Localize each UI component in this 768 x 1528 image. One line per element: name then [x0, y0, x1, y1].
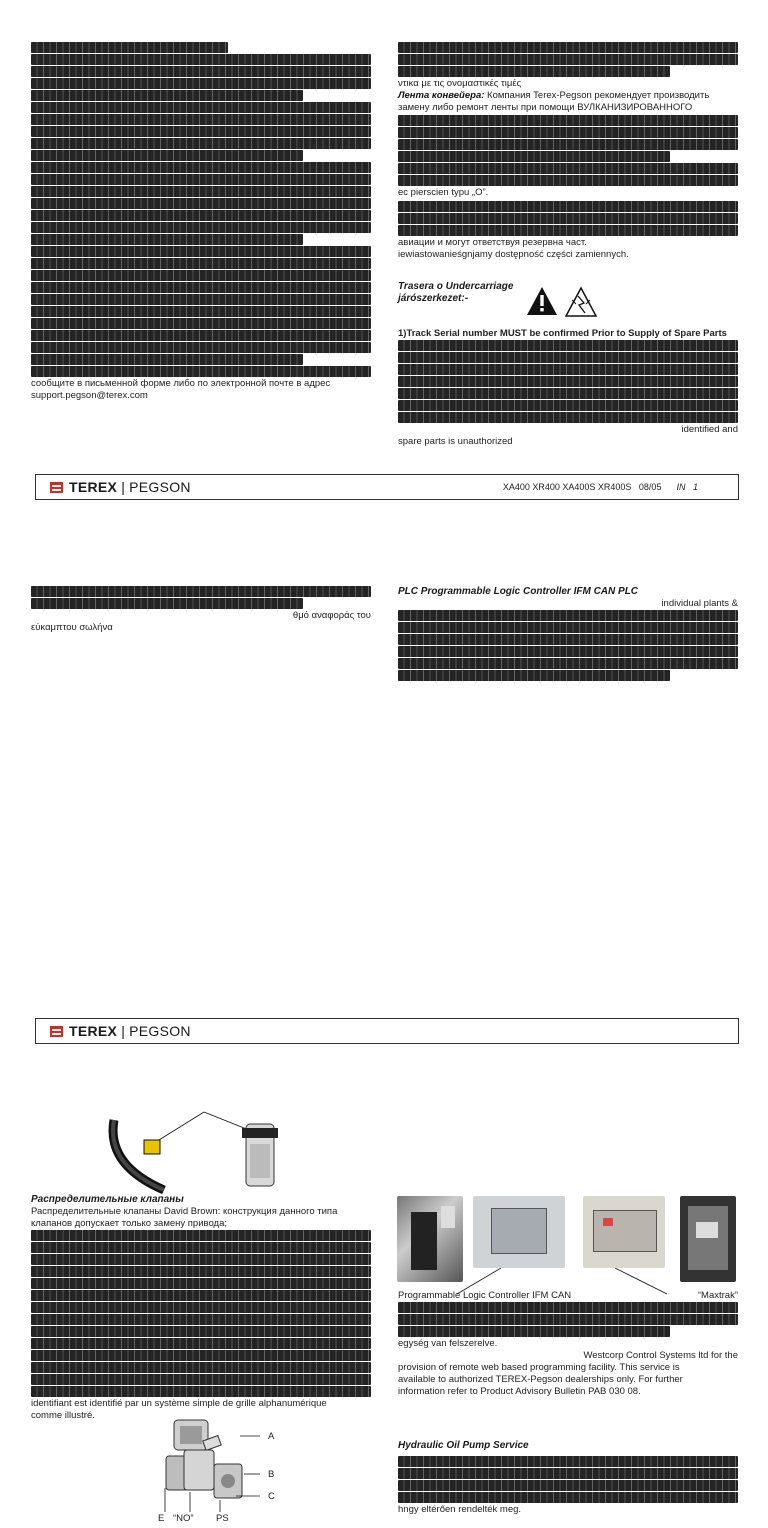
warning-triangle-icon [526, 286, 558, 316]
plc-sub: individual plants & [661, 598, 738, 609]
valves-end-1: identifiant est identifié par un système simple de grille alphanumérique [31, 1398, 327, 1409]
left-col-end-text: сообщите в письменной форме либо по электронной почте в адрес [31, 378, 331, 389]
photo-captions [398, 1290, 738, 1302]
valve-label-ps: PS [216, 1513, 229, 1524]
valve-label-no: “NO” [173, 1513, 194, 1524]
plc-westcorp: Westcorp Control Systems ltd for the [583, 1350, 738, 1361]
plc-heading: PLC Programmable Logic Controller IFM CAN PLC [398, 586, 639, 597]
footer-brand: TEREX [69, 479, 118, 495]
greek-text: ντικα με τις ονομαστικές τιμές [398, 78, 522, 89]
plc-text-block [398, 1290, 738, 1398]
plc-text-2: provision of remote web based programming facility. This service is [398, 1362, 680, 1373]
valves-section [31, 1194, 371, 1422]
valves-text-1: Распределительные клапаны David Brown: конструкция данного типа [31, 1206, 338, 1217]
terex-pegson-logo: TEREX | PEGSON [50, 479, 191, 495]
valves-end-2: comme illustré. [31, 1410, 95, 1421]
valves-heading: Распределительные клапаны [31, 1194, 184, 1205]
footer-section: IN [676, 482, 686, 492]
garbled-text-block [398, 1456, 738, 1503]
garbled-text-block [398, 1302, 738, 1337]
page2-right-column [398, 586, 738, 682]
track-serial-text: 1)Track Serial number MUST be confirmed Prior to Supply of Spare Parts [398, 328, 727, 339]
hazard-lightning-icon [564, 286, 598, 318]
footer-sub: PEGSON [129, 1023, 191, 1039]
terex-logo-icon [50, 482, 63, 493]
reserved-text: авиации и могут ответствуя резервна част. [398, 237, 587, 248]
undercarriage-title: Trasera o Undercarriage [398, 281, 514, 292]
garbled-text-block [31, 586, 371, 609]
terex-logo-icon [50, 1026, 63, 1037]
hose-greek-1: θμό αναφοράς του [292, 610, 371, 621]
plc-text-1: egység van felszerelve. [398, 1338, 498, 1349]
garbled-text-block [398, 42, 738, 77]
photo-caption-left: Programmable Logic Controller IFM CAN [398, 1290, 572, 1301]
footer-reference [503, 482, 698, 492]
page1-footer [35, 474, 739, 500]
oring-text: ec pierscien typu „O”. [398, 187, 489, 198]
hose-illustration [104, 1110, 304, 1196]
footer-page-number: 1 [692, 482, 698, 492]
plc-text-4: information refer to Product Advisory Bulletin PAB 030 08. [398, 1386, 641, 1397]
footer-sub: PEGSON [129, 479, 191, 495]
polish-text: iewiastowanieśgnjamy dostępność części zamiennych. [398, 249, 629, 260]
valve-label-e: E [158, 1513, 165, 1524]
garbled-text-block [31, 1230, 371, 1397]
garbled-text-block [398, 610, 738, 681]
identified-label: identified and [681, 424, 738, 435]
garbled-text-block [398, 115, 738, 186]
footer-date: 08/05 [638, 482, 662, 492]
hungarian-text: hngy eltérően rendelték meg. [398, 1504, 522, 1515]
garbled-text-block [398, 340, 738, 423]
jaroszerkezet-title: járószerkezet:- [398, 293, 469, 304]
photo-caption-right: “Maxtrak” [697, 1290, 738, 1301]
plc-photo-2 [473, 1196, 565, 1268]
valve-label-a: A [268, 1431, 275, 1442]
identified-text [398, 424, 738, 436]
page2-left-column [31, 586, 371, 634]
page-2 [0, 512, 768, 1524]
page1-right-column [398, 42, 738, 305]
unauthorized-text: spare parts is unauthorized [398, 436, 513, 447]
belt-text: Компания Terex-Pegson рекомендует производить [487, 90, 710, 101]
garbled-text-block [31, 42, 371, 377]
track-serial-block [398, 328, 738, 448]
belt-paragraph [398, 90, 738, 102]
bottom-section-heading: Hydraulic Oil Pump Service [398, 1440, 529, 1451]
valve-label-c: C [268, 1491, 275, 1502]
support-email: support.pegson@terex.com [31, 390, 148, 401]
page2-bottom-right [398, 1440, 738, 1516]
footer-models: XA400 XR400 XA400S XR400S [502, 482, 632, 492]
terex-pegson-logo: TEREX | PEGSON [50, 1023, 191, 1039]
page1-left-column [31, 42, 371, 402]
plc-photo-3 [583, 1196, 665, 1268]
valves-text-2: клапанов допускает только замену привода; [31, 1218, 228, 1229]
belt-label: Лента конвейера: [398, 90, 485, 101]
garbled-text-block [398, 201, 738, 236]
valve-label-b: B [268, 1469, 275, 1480]
belt-text-2: замену либо ремонт ленты при помощи ВУЛКАНИЗИРОВАННОГО [398, 102, 693, 113]
footer-brand: TEREX [69, 1023, 118, 1039]
hose-greek-2: εύκαμπτου σωλήνα [31, 622, 113, 633]
page-1 [0, 0, 768, 512]
page2-footer [35, 1018, 739, 1044]
plc-text-3: available to authorized TEREX-Pegson dealerships only. For further [398, 1374, 683, 1385]
